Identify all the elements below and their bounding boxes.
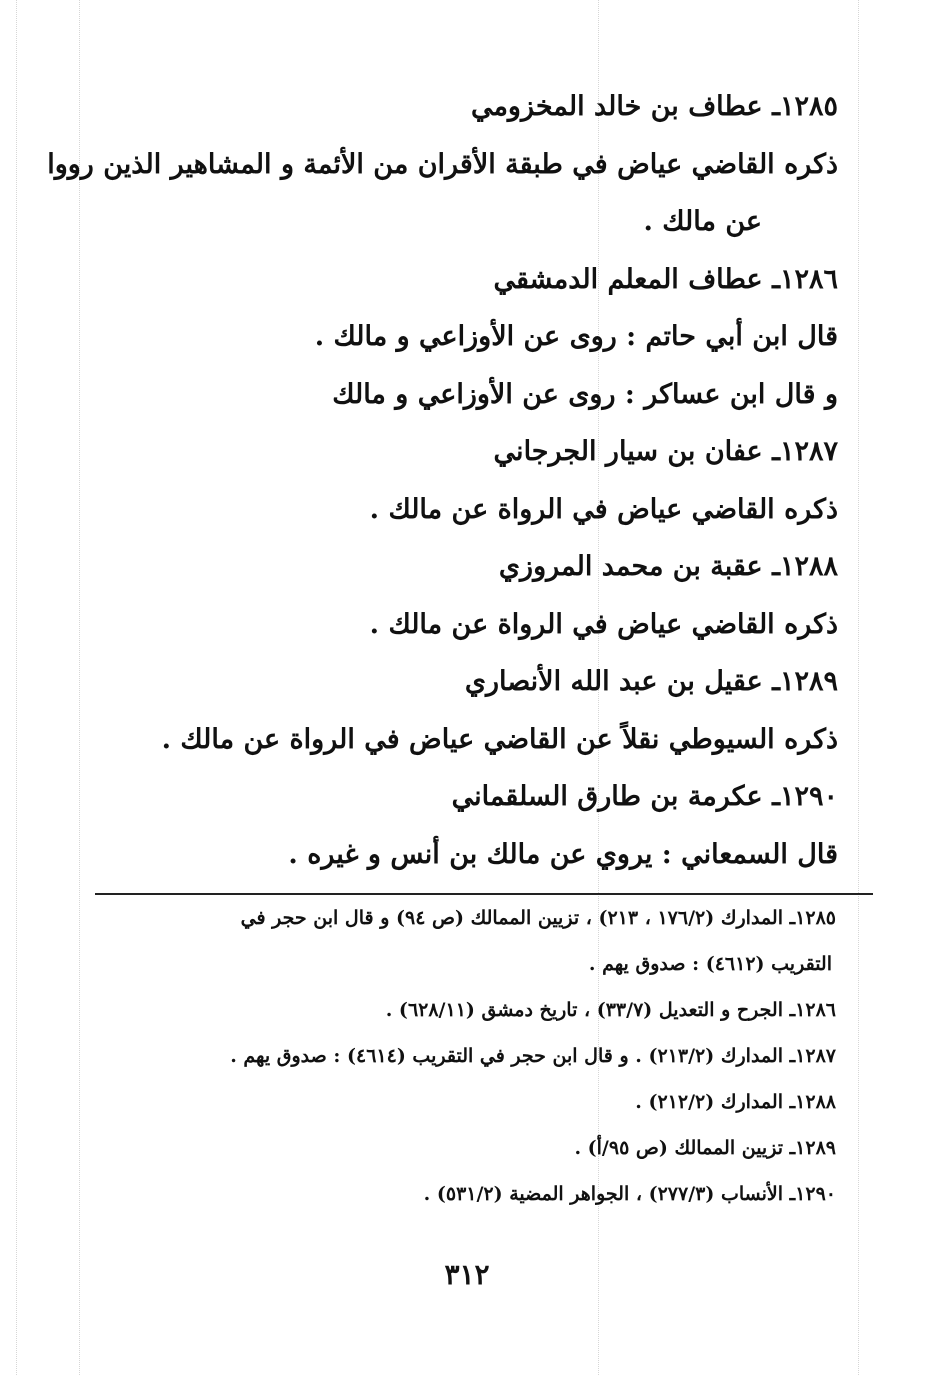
entry-text: ذكره القاضي عياض في طبقة الأقران من الأئمة و المشاهير الذين رووا bbox=[47, 148, 838, 180]
entry-text: ذكره القاضي عياض في الرواة عن مالك . bbox=[369, 608, 838, 640]
entry-text: قال ابن أبي حاتم : روى عن الأوزاعي و مالك . bbox=[314, 321, 838, 352]
footnote-item: ١٢٩٠ـ الأنساب (٢٧٧/٣) ، الجواهر المضية (٥٣١/٢) . bbox=[423, 1183, 836, 1205]
entry-heading: ١٢٩٠ـ عكرمة بن طارق السلقماني bbox=[451, 781, 838, 812]
footnote-item: ١٢٨٥ـ المدارك (١٧٦/٢ ، ٢١٣) ، تزيين الممالك (ص ٩٤) و قال ابن حجر في bbox=[240, 907, 836, 929]
entry-heading: ١٢٨٧ـ عفان بن سيار الجرجاني bbox=[493, 436, 838, 467]
scan-artifact-line bbox=[16, 0, 17, 1375]
page-number: ٣١٢ bbox=[444, 1258, 490, 1291]
main-text-body bbox=[47, 78, 838, 883]
entry-heading: ١٢٨٩ـ عقيل بن عبد الله الأنصاري bbox=[464, 666, 838, 697]
entry-text: و قال ابن عساكر : روى عن الأوزاعي و مالك bbox=[332, 378, 838, 410]
entry-heading: ١٢٨٦ـ عطاف المعلم الدمشقي bbox=[493, 263, 838, 295]
scan-artifact-line bbox=[858, 0, 859, 1375]
entry-text: ذكره القاضي عياض في الرواة عن مالك . bbox=[369, 493, 838, 525]
entry-text-continuation: عن مالك . bbox=[643, 206, 762, 237]
footnote-continuation: التقريب (٤٦١٢) : صدوق يهم . bbox=[588, 953, 832, 975]
footnote-item: ١٢٨٩ـ تزيين الممالك (ص ٩٥/أ) . bbox=[574, 1137, 836, 1159]
footnote-item: ١٢٨٧ـ المدارك (٢١٣/٢) . و قال ابن حجر في التقريب (٤٦١٤) : صدوق يهم . bbox=[230, 1045, 836, 1067]
footnote-item: ١٢٨٦ـ الجرح و التعديل (٣٣/٧) ، تاريخ دمشق (٦٢٨/١١) . bbox=[385, 999, 836, 1021]
entry-text: قال السمعاني : يروي عن مالك بن أنس و غيره . bbox=[288, 838, 838, 870]
entry-heading: ١٢٨٥ـ عطاف بن خالد المخزومي bbox=[470, 91, 838, 122]
entry-text: ذكره السيوطي نقلاً عن القاضي عياض في الرواة عن مالك . bbox=[161, 723, 838, 755]
footnote-item: ١٢٨٨ـ المدارك (٢١٢/٢) . bbox=[635, 1091, 836, 1113]
entry-heading: ١٢٨٨ـ عقبة بن محمد المروزي bbox=[498, 551, 838, 582]
footnotes bbox=[76, 895, 836, 1217]
